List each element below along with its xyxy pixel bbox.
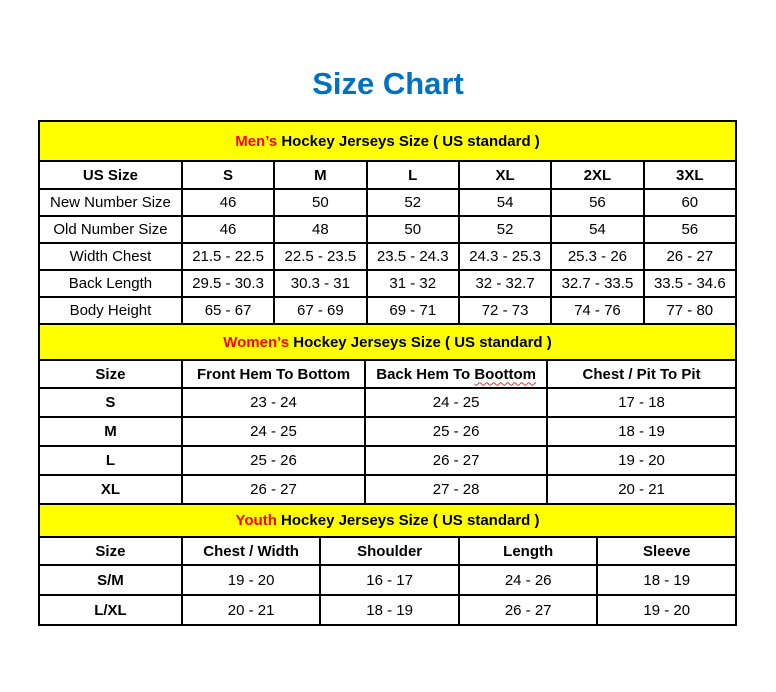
size-value-cell: 18 - 19 <box>597 565 736 595</box>
size-value-cell: 46 <box>182 189 274 216</box>
table-row <box>39 270 736 297</box>
youth-section-title-text: Hockey Jerseys Size ( US standard ) <box>276 512 540 529</box>
column-header: Sleeve <box>597 537 736 565</box>
size-value-cell: 65 - 67 <box>182 297 274 324</box>
size-value-cell: 52 <box>367 189 459 216</box>
size-value-cell: 25.3 - 26 <box>551 243 643 270</box>
size-value-cell: 24 - 25 <box>182 417 365 446</box>
size-value-cell: 17 - 18 <box>547 388 736 417</box>
row-label: L/XL <box>39 595 182 625</box>
size-value-cell: 46 <box>182 216 274 243</box>
table-row <box>39 595 736 625</box>
row-label: New Number Size <box>39 189 182 216</box>
row-label: L <box>39 446 182 475</box>
row-label: S/M <box>39 565 182 595</box>
misspelled-word: Boottom <box>474 365 536 383</box>
womens-section-header-row <box>39 324 736 360</box>
column-header <box>365 360 547 388</box>
size-value-cell: 25 - 26 <box>365 417 547 446</box>
size-value-cell: 72 - 73 <box>459 297 551 324</box>
column-header: Size <box>39 360 182 388</box>
row-label: Width Chest <box>39 243 182 270</box>
size-value-cell: 24 - 26 <box>459 565 598 595</box>
table-row <box>39 216 736 243</box>
size-value-cell: 19 - 20 <box>597 595 736 625</box>
mens-section-header-row <box>39 121 736 161</box>
size-value-cell: 22.5 - 23.5 <box>274 243 366 270</box>
womens-section-highlight: Women’s <box>223 333 290 351</box>
youth-section-highlight: Youth <box>235 512 277 529</box>
size-value-cell: 33.5 - 34.6 <box>644 270 736 297</box>
size-value-cell: 56 <box>644 216 736 243</box>
size-value-cell: 60 <box>644 189 736 216</box>
size-value-cell: 54 <box>551 216 643 243</box>
size-value-cell: 69 - 71 <box>367 297 459 324</box>
mens-section-header <box>39 121 736 161</box>
size-value-cell: 19 - 20 <box>547 446 736 475</box>
row-label: Body Height <box>39 297 182 324</box>
table-row <box>39 475 736 504</box>
table-row <box>39 446 736 475</box>
row-label: XL <box>39 475 182 504</box>
womens-section-header <box>39 324 736 360</box>
size-value-cell: 23.5 - 24.3 <box>367 243 459 270</box>
row-label: Old Number Size <box>39 216 182 243</box>
column-header: 2XL <box>551 161 643 189</box>
size-value-cell: 25 - 26 <box>182 446 365 475</box>
table-row <box>39 243 736 270</box>
size-value-cell: 26 - 27 <box>365 446 547 475</box>
size-value-cell: 26 - 27 <box>459 595 598 625</box>
table-row <box>39 388 736 417</box>
column-header: 3XL <box>644 161 736 189</box>
size-value-cell: 20 - 21 <box>182 595 321 625</box>
size-value-cell: 74 - 76 <box>551 297 643 324</box>
womens-section-title-text: Hockey Jerseys Size ( US standard ) <box>289 333 552 351</box>
column-header: Length <box>459 537 598 565</box>
size-value-cell: 77 - 80 <box>644 297 736 324</box>
column-header: Shoulder <box>320 537 459 565</box>
table-row <box>39 189 736 216</box>
column-header-text: Back Hem To <box>376 365 475 383</box>
size-value-cell: 32.7 - 33.5 <box>551 270 643 297</box>
youth-section-header <box>39 504 736 537</box>
size-value-cell: 16 - 17 <box>320 565 459 595</box>
size-value-cell: 52 <box>459 216 551 243</box>
womens-column-header-row <box>39 360 736 388</box>
size-value-cell: 18 - 19 <box>320 595 459 625</box>
size-value-cell: 50 <box>367 216 459 243</box>
size-value-cell: 20 - 21 <box>547 475 736 504</box>
table-row <box>39 297 736 324</box>
size-value-cell: 50 <box>274 189 366 216</box>
youth-size-table <box>38 503 737 626</box>
column-header: M <box>274 161 366 189</box>
column-header: US Size <box>39 161 182 189</box>
row-label: Back Length <box>39 270 182 297</box>
size-value-cell: 23 - 24 <box>182 388 365 417</box>
size-value-cell: 48 <box>274 216 366 243</box>
column-header: L <box>367 161 459 189</box>
column-header: Size <box>39 537 182 565</box>
size-value-cell: 67 - 69 <box>274 297 366 324</box>
size-value-cell: 26 - 27 <box>644 243 736 270</box>
size-value-cell: 19 - 20 <box>182 565 321 595</box>
page-title: Size Chart <box>312 66 464 101</box>
size-value-cell: 29.5 - 30.3 <box>182 270 274 297</box>
size-value-cell: 18 - 19 <box>547 417 736 446</box>
size-value-cell: 32 - 32.7 <box>459 270 551 297</box>
column-header: XL <box>459 161 551 189</box>
column-header: Chest / Pit To Pit <box>547 360 736 388</box>
youth-column-header-row <box>39 537 736 565</box>
size-value-cell: 24 - 25 <box>365 388 547 417</box>
size-value-cell: 31 - 32 <box>367 270 459 297</box>
row-label: M <box>39 417 182 446</box>
mens-column-header-row <box>39 161 736 189</box>
size-value-cell: 24.3 - 25.3 <box>459 243 551 270</box>
column-header: S <box>182 161 274 189</box>
size-chart <box>38 120 737 626</box>
size-value-cell: 21.5 - 22.5 <box>182 243 274 270</box>
table-row <box>39 417 736 446</box>
mens-section-title-text: Hockey Jerseys Size ( US standard ) <box>277 132 540 150</box>
mens-size-table <box>38 120 737 325</box>
column-header: Front Hem To Bottom <box>182 360 365 388</box>
youth-section-header-row <box>39 504 736 537</box>
size-value-cell: 54 <box>459 189 551 216</box>
size-value-cell: 56 <box>551 189 643 216</box>
womens-size-table <box>38 323 737 505</box>
size-value-cell: 26 - 27 <box>182 475 365 504</box>
size-value-cell: 30.3 - 31 <box>274 270 366 297</box>
column-header: Chest / Width <box>182 537 321 565</box>
mens-section-highlight: Men’s <box>235 132 278 150</box>
size-value-cell: 27 - 28 <box>365 475 547 504</box>
table-row <box>39 565 736 595</box>
row-label: S <box>39 388 182 417</box>
